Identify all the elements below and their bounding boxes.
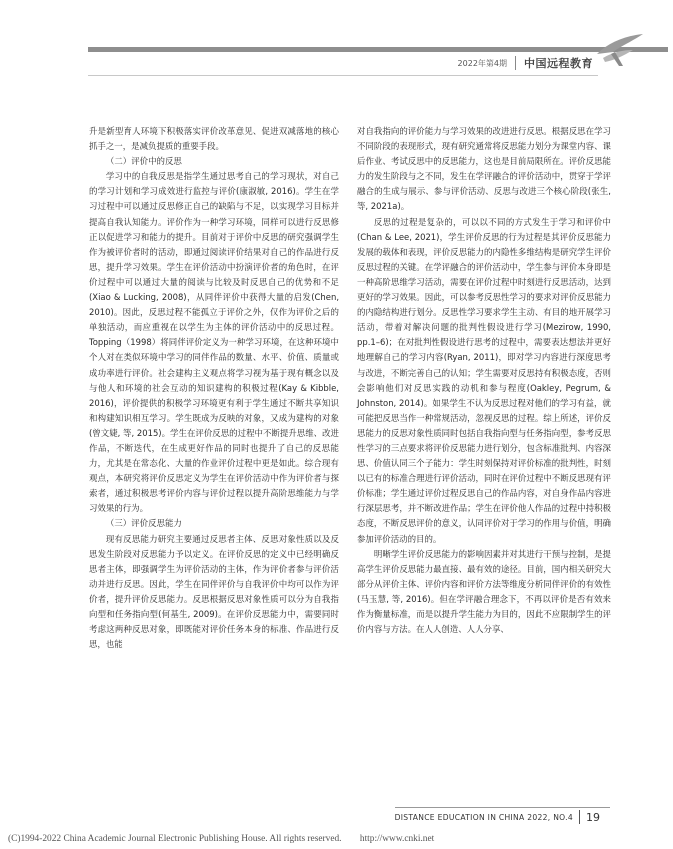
footer-rule: [395, 807, 610, 808]
paragraph: 对自我指向的评价能力与学习效果的改进进行反思。根据反思在学习不同阶段的表现形式，现有研究通常将反思能力划分为课堂内容、课后作业、考试反思中的反思能力，这也是目前局限所在。评价反思能力的发生阶段与之不同，发生在学评融合的评价活动中，贯穿于学评融合的生成与展示、参与评价活动、反思与改进三个核心阶段(张生, 等, 2021a)。: [357, 126, 611, 212]
journal-title: 中国远程教育: [524, 57, 593, 70]
left-column: [89, 124, 339, 652]
footer-divider: [579, 810, 580, 824]
paragraph: 升是新型育人环境下积极落实评价改革意见、促进双减落地的核心抓手之一，是减负提质的重要手段。: [89, 126, 339, 152]
copyright-notice: (C)1994-2022 China Academic Journal Electronic Publishing House. All rights reserved.: [8, 834, 342, 844]
header-bar: [88, 47, 668, 52]
right-column: [357, 124, 611, 637]
bird-logo-icon: [593, 30, 645, 70]
paragraph: 现有反思能力研究主要通过反思者主体、反思对象性质以及反思发生阶段对反思能力予以定义。在评价反思的定义中已经明确反思者主体，即强调学生为评价活动的主体，作为评价者参与评价活动并进行反思。因此，学生在同伴评价与自我评价中均可以作为评价者，提升评价反思能力。反思根据反思对象性质可以分为自我指向型和任务指向型(何基生, 2009)。在评价反思能力中，需要同时考虑这两种反思对象，即既能对评价任务本身的标准、作品进行反思，也能: [89, 533, 339, 650]
paragraph: 反思的过程是复杂的，可以以不同的方式发生于学习和评价中(Chan & Lee, 2021)，学生评价反思的行为过程是其评价反思能力发展的载体和表现，评价反思能力的内隐性多维结构是研究学生评价反思过程的关键。在学评融合的评价活动中，学生参与评价本身即是一种高阶思维学习活动，需要在评价过程中时刻进行反思活动，达到更好的学习效果。因此，可以参考反思性学习的要求对评价反思能力的内隐结构进行划分。反思性学习要求学生主动、有目的地开展学习活动，带着对解决问题的批判性假设进行学习(Mezirow, 1990, pp.1–6)；在对批判性假设进行思考的过程中，需要表达想法并更好地理解自己的学习内容(Ryan, 2011)，即对学习内容进行深度思考与改进，不断完善自己的认知；学生需要对反思持有积极态度，否则会影响他们对反思实践的动机和参与程度(Oakley, Pegrum, & Johnston, 2014)。如果学生不认为反思过程对他们的学习有益，就可能把反思当作一种常规活动，忽视反思的过程。综上所述，评价反思能力的反思对象性质同时包括自我指向型与任务指向型，参考反思性学习的三点要求将评价反思能力进行划分，包含标准批判、内容深思、价值认同三个子能力：学生时刻保持对评价标准的批判性，时刻以已有的标准合理进行评价活动，同时在评价过程中不断反思现有评价标准；学生通过评价过程反思自己的作品内容，对自身作品内容进行深层思考，并不断改进作品；学生在评价他人作品的过程中持积极态度，不断反思评价的意义，认同评价对于学习的作用与价值，明确参加评价活动的目的。: [357, 216, 611, 544]
page-number: 19: [586, 810, 600, 824]
paragraph: 明晰学生评价反思能力的影响因素并对其进行干预与控制，是提高学生评价反思能力最直接、最有效的途径。目前，国内相关研究大部分从评价主体、评价内容和评价方法等维度分析同伴评价的有效性(马玉慧, 等, 2016)。但在学评融合理念下，不再以评价是否有效来作为衡量标准，而是以提升学生能力为目的，因此不应限制学生的评价内容与方法。在人人创造、人人分享、: [357, 548, 611, 635]
footer: [395, 810, 600, 824]
section-heading: （三）评价反思能力: [105, 518, 182, 529]
footer-journal-name: DISTANCE EDUCATION IN CHINA 2022, NO.4: [394, 812, 573, 822]
copyright-url[interactable]: http://www.cnki.net: [359, 834, 435, 844]
copyright-line: [8, 834, 434, 844]
issue-label: 2022年第4期: [457, 58, 507, 68]
header-rule: [88, 75, 598, 76]
header-divider: [515, 56, 516, 70]
section-heading: （二）评价中的反思: [105, 156, 182, 167]
paragraph: 学习中的自我反思是指学生通过思考自己的学习现状，对自己的学习计划和学习成效进行监控与评价(康淑敏, 2016)。学生在学习过程中可以通过反思修正自己的缺陷与不足，以实现学习目标并提高自我认知能力。评价作为一种学习环境，同样可以进行反思修正以促进学习和能力的提升。目前对于评价中反思的研究强调学生作为被评价者时的活动，即通过阅读评价结果对自己的作品进行反思，提升学习效果。学生在评价活动中扮演评价者的角色时，在评价过程中可以通过大量的阅读与比较及时反思自己的优势和不足(Xiao & Lucking, 2008)，从同伴评价中获得大量的启发(Chen, 2010)。因此，反思过程不能孤立于评价之外，仅作为评价之后的单独活动，而应重视在以学生为主体的评价活动中的反思过程。Topping（1998）将同伴评价定义为一种学习环境，在这种环境中个人对在类似环境中学习的同伴作品的数量、水平、价值、质量或成功率进行评价。社会建构主义观点将学习视为基于现有概念以及与他人和环境的社会互动的知识建构的积极过程(Kay & Kibble, 2016)，评价提供的积极学习环境更有利于学生通过不断共享知识和构建知识相互学习。学生既成为反映的对象，又成为建构的对象(曾文婕, 等, 2015)。学生在评价反思的过程中不断提升思维、改进作品，不断迭代，在生成更好作品的同时也提升了自己的反思能力，尤其是在常态化、大量的作业评价过程中更是如此。综合现有观点，本研究将评价反思定义为学生在评价活动中作为评价者与探索者，通过积极思考评价内容与评价过程以提升高阶思维能力与学习效果的行为。: [89, 171, 339, 514]
running-header: [458, 55, 593, 71]
